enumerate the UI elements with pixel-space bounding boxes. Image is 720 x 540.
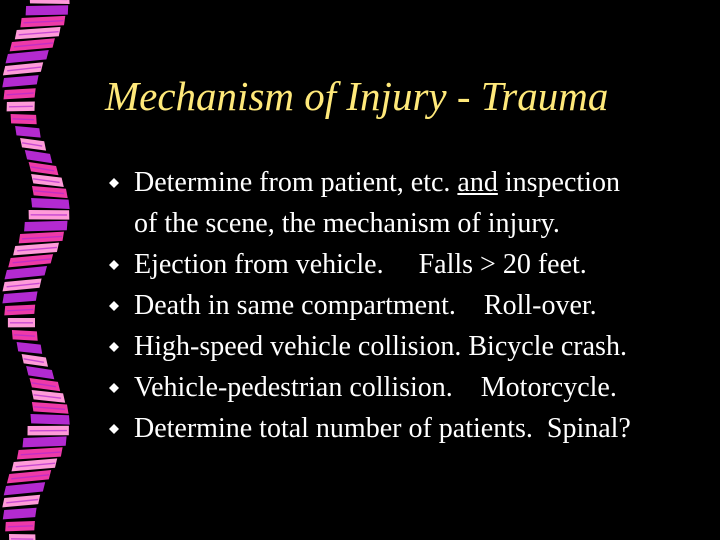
bullet-text: of the scene, the mechanism of injury.: [134, 208, 560, 239]
diamond-bullet-icon: [109, 301, 119, 311]
bullet-line: [134, 162, 718, 203]
underlined-word: and: [457, 167, 498, 198]
decorative-ribbon: [0, 0, 110, 540]
bullet-text: Ejection from vehicle. Falls > 20 feet.: [134, 249, 587, 280]
bullet-line: [134, 285, 718, 326]
ribbon-segment: [30, 0, 70, 4]
bullet-text: Determine total number of patients. Spinal?: [134, 413, 631, 444]
bullet-item: [98, 162, 718, 244]
diamond-bullet-icon: [109, 178, 119, 188]
diamond-bullet-icon: [109, 342, 119, 352]
bullet-item: [98, 408, 718, 449]
bullet-line: [134, 408, 718, 449]
slide-title: Mechanism of Injury - Trauma: [105, 73, 609, 119]
bullet-text: inspection: [497, 167, 620, 198]
bullet-text: Vehicle-pedestrian collision. Motorcycle.: [134, 372, 617, 403]
bullet-line: [134, 326, 718, 367]
diamond-bullet-icon: [109, 383, 119, 393]
ribbon-stripe: [28, 10, 66, 11]
bullet-text: Determine from patient, etc.: [134, 167, 458, 198]
bullet-text: High-speed vehicle collision. Bicycle crash.: [134, 331, 627, 362]
bullet-item: [98, 367, 718, 408]
bullet-line: [134, 367, 718, 408]
diamond-bullet-icon: [109, 424, 119, 434]
ribbon-stripe: [8, 526, 33, 527]
bullet-list: [98, 162, 718, 449]
bullet-line: [134, 203, 718, 244]
ribbon-stripe: [9, 106, 33, 107]
bullet-line: [134, 244, 718, 285]
bullet-item: [98, 326, 718, 367]
bullet-text: Death in same compartment. Roll-over.: [134, 290, 597, 321]
diamond-bullet-icon: [109, 260, 119, 270]
bullet-item: [98, 244, 718, 285]
ribbon-stripe: [13, 119, 34, 120]
bullet-item: [98, 285, 718, 326]
